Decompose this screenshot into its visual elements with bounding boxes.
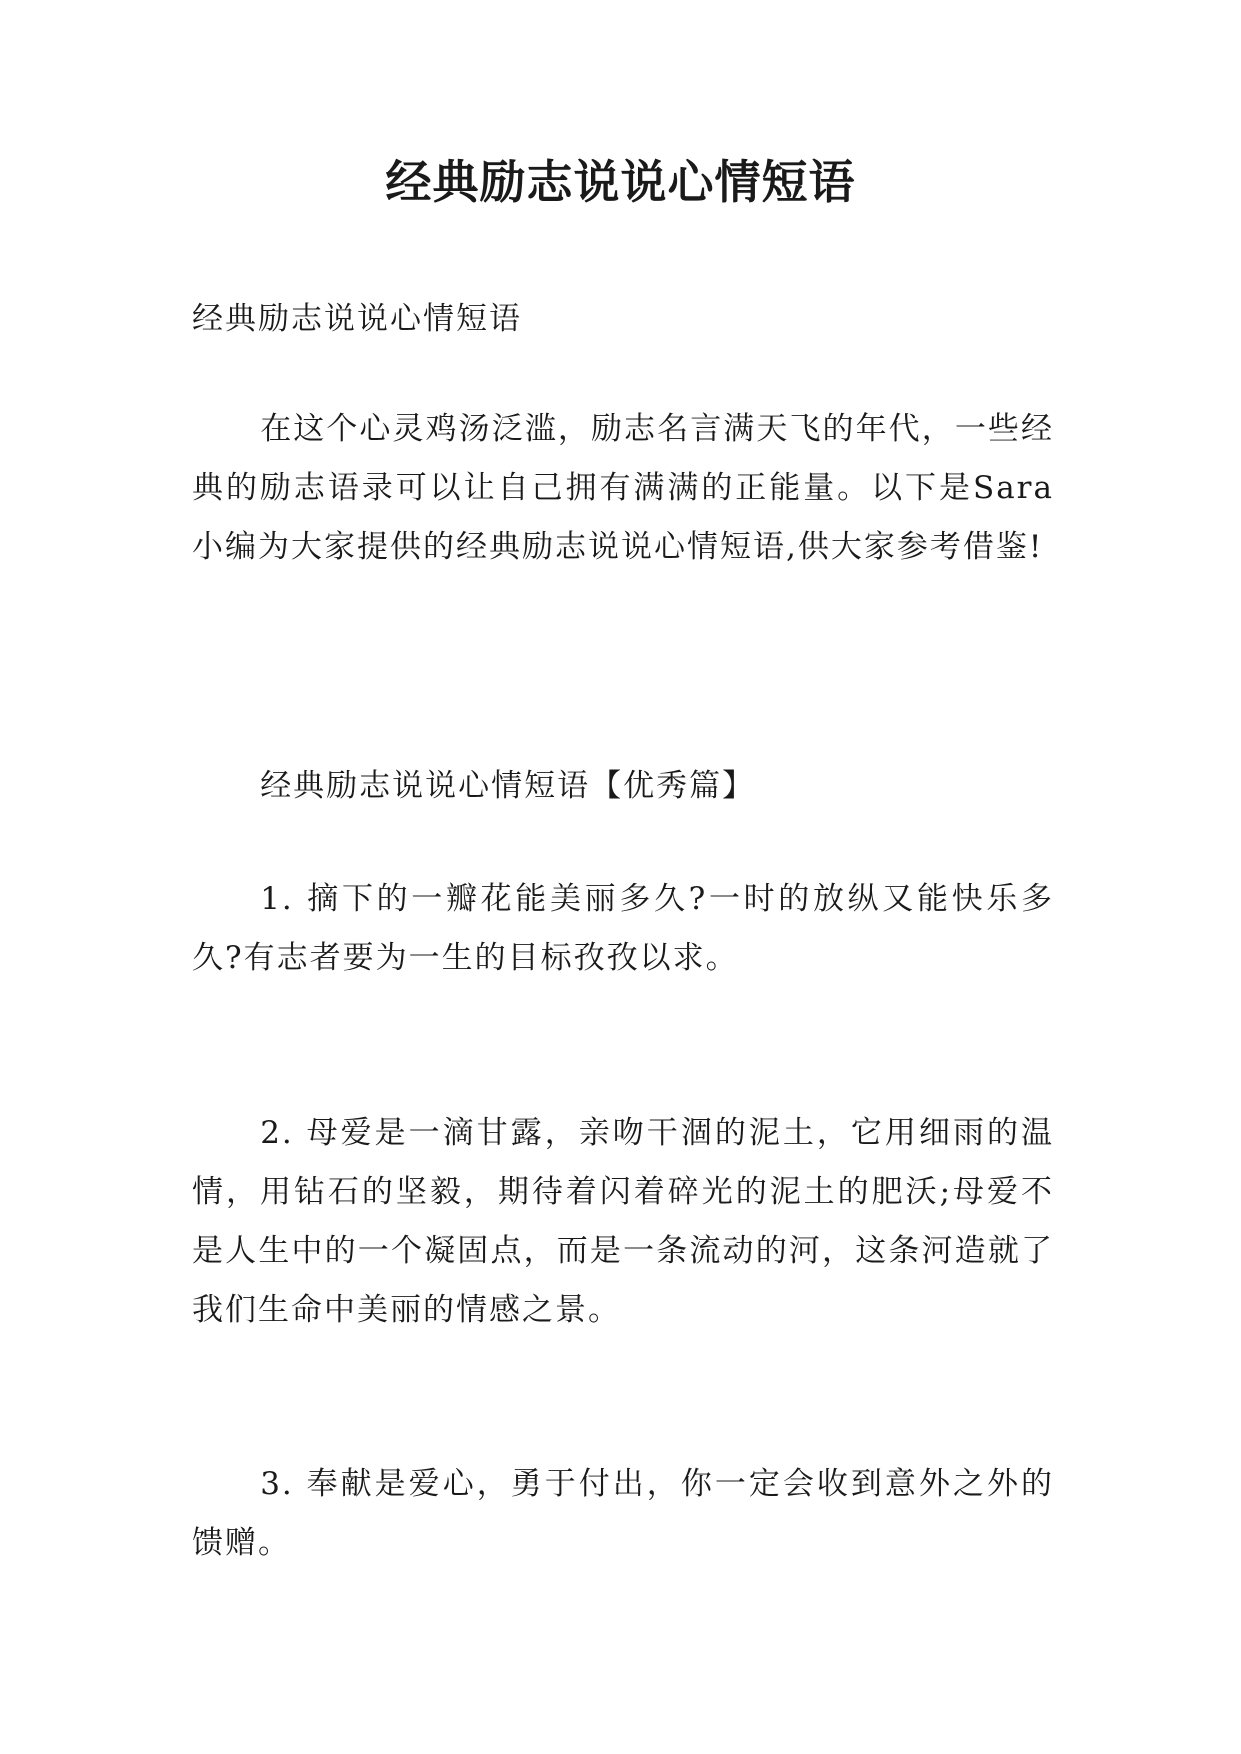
document-title: 经典励志说说心情短语 — [385, 155, 856, 209]
section-heading: 经典励志说说心情短语【优秀篇】 — [260, 768, 756, 804]
intro-paragraph: 在这个心灵鸡汤泛滥，励志名言满天飞的年代，一些经典的励志语录可以让自己拥有满满的正能量。以下是Sara小编为大家提供的经典励志说说心情短语,供大家参考借鉴! — [192, 411, 1054, 565]
quote-item-1: 1. 摘下的一瓣花能美丽多久?一时的放纵又能快乐多久?有志者要为一生的目标孜孜以求。 — [192, 881, 1054, 976]
quote-item-3: 3. 奉献是爱心，勇于付出，你一定会收到意外之外的馈赠。 — [192, 1466, 1054, 1561]
quote-item-2: 2. 母爱是一滴甘露，亲吻干涸的泥土，它用细雨的温情，用钻石的坚毅，期待着闪着碎光的泥土的肥沃;母爱不是人生中的一个凝固点，而是一条流动的河，这条河造就了我们生命中美丽的情感之景。 — [192, 1115, 1054, 1328]
document-subtitle: 经典励志说说心情短语 — [192, 301, 522, 337]
